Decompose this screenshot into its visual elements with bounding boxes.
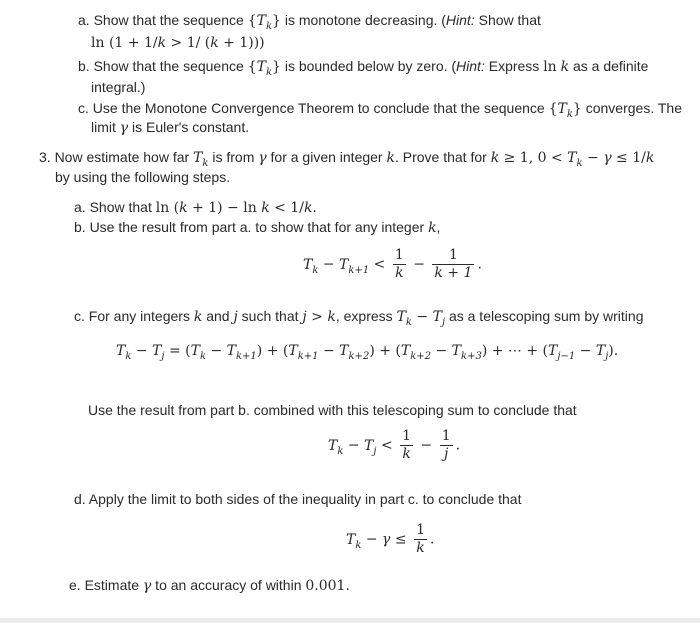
equation-3c-result: $T_k - T_j$ < $\frac{1}{k}$ − $\frac{1}{j}$ . [328, 428, 461, 462]
problem-3-intro-line2: by using the following steps. [55, 169, 231, 185]
part-2a-line1: a. Show that the sequence $\{T_k\}$ is monotone decreasing. (Hint: Show that [78, 12, 541, 32]
part-2c-line2: limit γ is Euler's constant. [91, 119, 250, 136]
part-3a: a. Show that ln (k + 1) − ln k < 1/k. [74, 199, 317, 216]
part-3d: d. Apply the limit to both sides of the inequality in part c. to conclude that [74, 491, 522, 507]
part-3e: e. Estimate γ to an accuracy of within 0.001. [69, 577, 350, 594]
equation-3b: $T_k - T_{k+1}$ < $\frac{1}{k}$ − $\frac{1}{k + 1}$ . [303, 247, 482, 281]
part-2b-line1: b. Show that the sequence $\{T_k\}$ is bounded below by zero. (Hint: Express ln k as a definite [78, 58, 649, 78]
page-bottom-edge [0, 618, 700, 623]
part-3b: b. Use the result from part a. to show that for any integer k, [74, 219, 441, 236]
equation-3d: $T_k - \gamma$ ≤ $\frac{1}{k}$ . [346, 522, 435, 556]
part-2b-line2: integral.) [91, 79, 146, 95]
part-2c-line1: c. Use the Monotone Convergence Theorem to conclude that the sequence $\{T_k\}$ converges. The [78, 100, 682, 120]
part-3c-follow: Use the result from part b. combined with this telescoping sum to conclude that [88, 402, 577, 418]
part-2a-line2: ln (1 + 1/k > 1/ (k + 1))) [91, 35, 265, 51]
problem-3-intro-line1: 3. Now estimate how far $T_k$ is from γ for a given integer k. Prove that for k ≥ 1, $0 < T_k - \gamma \le 1/k$ [39, 149, 655, 169]
part-2a-text-start: a. Show that the sequence [78, 12, 248, 28]
equation-3c-telescoping: $T_k - T_j = (T_k - T_{k+1}) + (T_{k+1} - T_{k+2}) + (T_{k+2} - T_{k+3})$ + ⋯ + $(T_{j-1} - T_j)$. [116, 343, 619, 362]
part-3c: c. For any integers k and j such that j > k, express $T_k - T_j$ as a telescoping sum by writing [74, 308, 644, 328]
